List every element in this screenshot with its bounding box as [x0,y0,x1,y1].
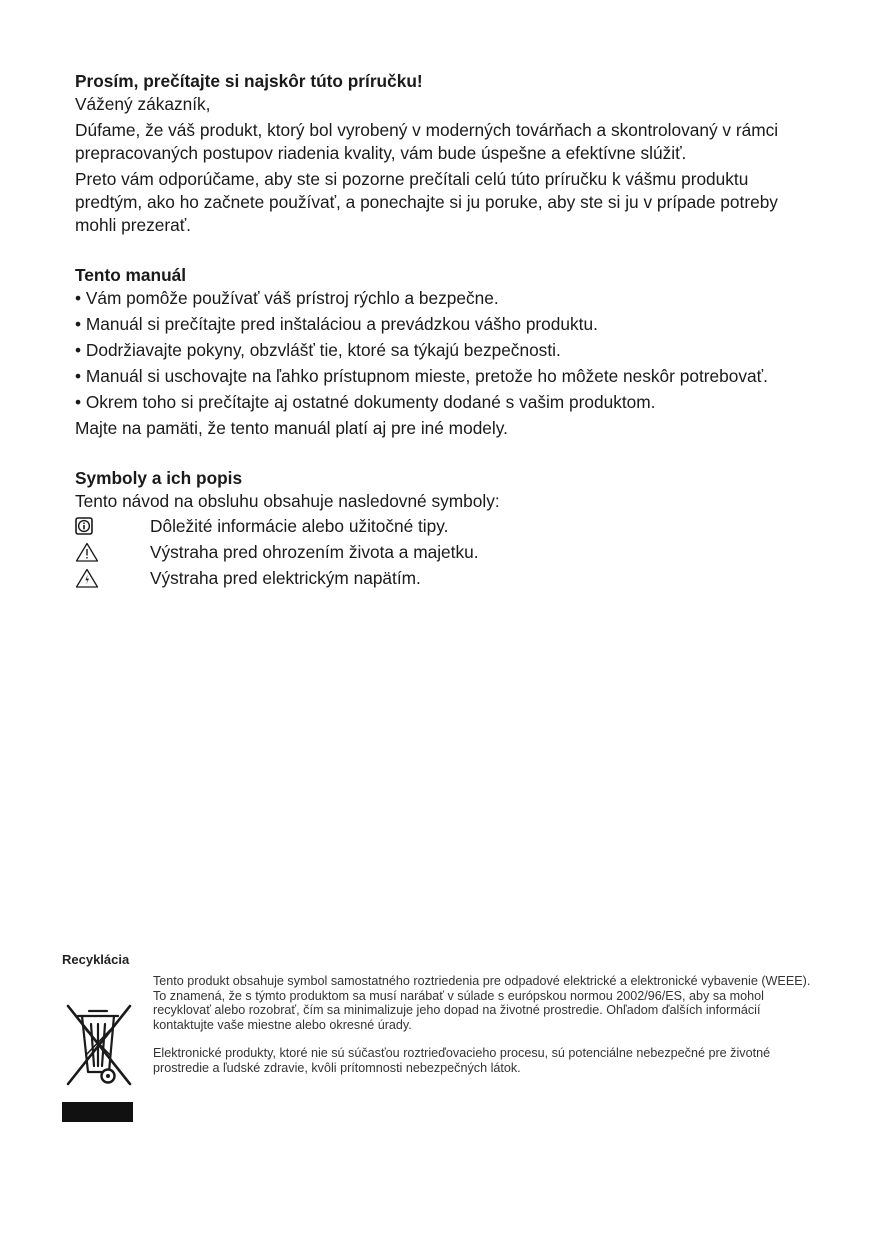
manual-bullet: • Vám pomôže používať váš prístroj rýchlo a bezpečne. [75,288,499,308]
electric-hazard-icon [75,567,150,589]
manual-bullet: • Manuál si uschovajte na ľahko prístupnom mieste, pretože ho môžete neskôr potrebovať. [75,366,768,386]
intro-paragraph-1: Dúfame, že váš produkt, ktorý bol vyrobený v moderných továrňach a skontrolovaný v rámci prepracovaných postupov riadenia kvality, vám bude úspešne a efektívne slúžiť. [75,120,779,163]
symbol-description: Výstraha pred ohrozením života a majetku. [150,541,479,562]
intro-heading: Prosím, prečítajte si najskôr túto príručku! [75,71,423,91]
manual-bullet: • Okrem toho si prečítajte aj ostatné dokumenty dodané s vašim produktom. [75,392,656,412]
symbol-row-info [75,513,815,539]
symbol-description: Výstraha pred elektrickým napätím. [150,567,421,588]
recycling-paragraph-2: To znamená, že s týmto produktom sa musí narábať v súlade s európskou normou 2002/96/ES, aby sa mohol recyklovať alebo rozobrať, čím sa minimalizuje jeho dopad na životné prostredie. Ohľadom ďalších informácií kontaktujte vaše miestne alebo okresné úrady. [153,988,764,1032]
warning-icon [75,541,150,563]
recycling-heading: Recyklácia [62,952,130,967]
info-icon [75,515,150,537]
symbol-description: Dôležité informácie alebo užitočné tipy. [150,515,449,536]
recycling-body [62,974,812,1124]
intro-paragraph-2: Preto vám odporúčame, aby ste si pozorne prečítali celú túto príručku k vášmu produktu predtým, ako ho začnete používať, a ponechajte si ju poruke, aby ste si ju v prípade potreby mohli prezerať. [75,169,778,235]
recycling-paragraph-1: Tento produkt obsahuje symbol samostatného roztriedenia pre odpadové elektrické a elektronické vybavenie (WEEE). [153,974,811,988]
recycling-section [62,952,812,1124]
symbols-intro: Tento návod na obsluhu obsahuje nasledovné symboly: [75,491,500,511]
symbols-heading: Symboly a ich popis [75,468,243,488]
recycling-paragraph-3: Elektronické produkty, ktoré nie sú súčasťou roztrieďovacieho procesu, sú potenciálne nebezpečné pre životné prostredie a ľudské zdravie, kvôli prítomnosti nebezpečných látok. [153,1046,771,1075]
symbol-row-electric [75,565,815,591]
manual-bullet: • Dodržiavajte pokyny, obzvlášť tie, ktoré sa týkajú bezpečnosti. [75,340,561,360]
greeting: Vážený zákazník, [75,94,211,114]
symbol-row-warning [75,539,815,565]
manual-bullet: • Manuál si prečítajte pred inštaláciou a prevádzkou vášho produktu. [75,314,598,334]
manual-heading: Tento manuál [75,265,187,285]
recycling-text [153,974,813,1076]
crossed-out-wheelie-bin-icon [62,1000,134,1122]
manual-note: Majte na pamäti, že tento manuál platí aj pre iné modely. [75,418,508,438]
main-content [75,70,815,591]
